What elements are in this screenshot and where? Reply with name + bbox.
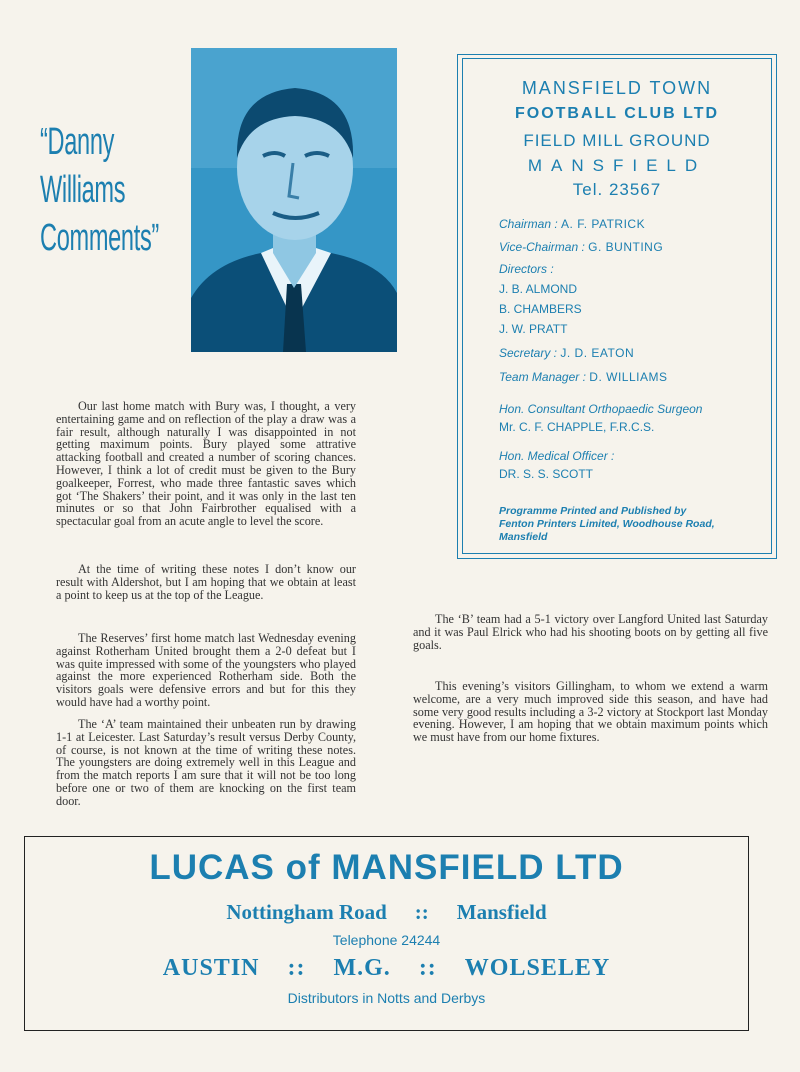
medical-officer-label: Hon. Medical Officer :	[499, 449, 615, 463]
ad-brands	[24, 955, 749, 982]
club-name: MANSFIELD TOWN	[521, 78, 713, 98]
surgeon-name: Mr. C. F. CHAPPLE, F.R.C.S.	[499, 420, 655, 434]
ad-address-town: Mansfield	[456, 900, 547, 924]
paragraph-text: At the time of writing these notes I don’t know our result with Aldershot, but I am hoping that we obtain at least a point to keep us at the top of the League.	[56, 562, 356, 602]
chairman-line	[499, 217, 645, 231]
paragraph-text: The ‘A’ team maintained their unbeaten run by drawing 1-1 at Leicester. Last Saturday’s result versus Derby County, of course, is not known at the time of writing these notes. The youngsters are doing extremely well in this League and from the match reports I am sure that it will not be too long before one or two of them are knocking on the first team door.	[56, 717, 356, 808]
heading-line: Comments”	[40, 217, 159, 259]
director-name: B. CHAMBERS	[499, 302, 582, 316]
article-paragraph	[56, 563, 356, 601]
role-label: Team Manager :	[499, 370, 586, 384]
role-label: Chairman :	[499, 217, 558, 231]
printer-line: Programme Printed and Published by	[499, 505, 687, 517]
manager-photo	[191, 48, 397, 352]
ad-address-street: Nottingham Road	[226, 900, 387, 924]
heading-line: “Danny	[40, 121, 115, 163]
brand-mg: M.G.	[333, 955, 391, 981]
paragraph-text: Our last home match with Bury was, I thought, a very entertaining game and on reflection of the play a draw was a fair result, although naturally I was disappointed in not getting maximum points. Bury played some attrative attacking football and created a number of scoring chances. However, I think a lot of credit must be given to the Bury goalkeeper, Forrest, who made three fantastic saves which got ‘The Shakers’ their point, and it was only in the last ten minutes or so that John Fairbrother equalised with a spectacular goal from an acute angle to level the score.	[56, 399, 356, 529]
vice-chairman-line	[499, 240, 663, 254]
paragraph-text: This evening’s visitors Gillingham, to whom we extend a warm welcome, are a very much improved side this season, and have had some very good results including a 3-2 victory at Stockport last Monday evening. However, I am hoping that we obtain maximum points which we must have from our home fixtures.	[413, 679, 768, 745]
surgeon-label: Hon. Consultant Orthopaedic Surgeon	[499, 402, 703, 416]
separator: ::	[414, 900, 429, 924]
article-paragraph	[413, 613, 768, 651]
paragraph-text: The Reserves’ first home match last Wednesday evening against Rotherham United brought them a 2-0 defeat but I was quite impressed with some of the youngsters who played against the more experienced Rotherham side. Both the visitors goals were defensive errors and but for this they would have had a worthy point.	[56, 631, 356, 709]
chairman-name: A. F. PATRICK	[561, 217, 646, 231]
secretary-name: J. D. EATON	[560, 346, 635, 360]
directors-label: Directors :	[499, 262, 554, 276]
ad-distributors: Distributors in Notts and Derbys	[287, 990, 486, 1006]
article-paragraph	[413, 680, 768, 744]
article-heading	[40, 118, 159, 262]
brand-austin: AUSTIN	[162, 955, 260, 981]
manager-line	[499, 370, 667, 384]
printer-line: Mansfield	[499, 531, 548, 543]
director-name: J. B. ALMOND	[499, 282, 578, 296]
paragraph-text: The ‘B’ team had a 5-1 victory over Langford United last Saturday and it was Paul Elrick who had his shooting boots on by getting all five goals.	[413, 612, 768, 652]
article-paragraph	[56, 400, 356, 528]
role-label: Secretary :	[499, 346, 558, 360]
club-ground: FIELD MILL GROUND	[523, 131, 711, 150]
printer-line: Fenton Printers Limited, Woodhouse Road,	[499, 518, 715, 530]
ad-telephone: Telephone 24244	[332, 932, 441, 948]
director-name: J. W. PRATT	[499, 322, 568, 336]
manager-name: D. WILLIAMS	[589, 370, 668, 384]
secretary-line	[499, 346, 634, 360]
article-paragraph	[56, 718, 356, 808]
medical-officer-name: DR. S. S. SCOTT	[499, 467, 594, 481]
club-name-suffix: FOOTBALL CLUB LTD	[514, 105, 720, 122]
vice-chairman-name: G. BUNTING	[588, 240, 664, 254]
portrait-image	[191, 48, 397, 352]
role-label: Vice-Chairman :	[499, 240, 585, 254]
separator: ::	[287, 955, 306, 981]
club-town: MANSFIELD	[527, 156, 707, 175]
separator: ::	[418, 955, 437, 981]
brand-wolseley: WOLSELEY	[464, 955, 611, 981]
heading-line: Williams	[40, 169, 126, 211]
ad-title: LUCAS of MANSFIELD LTD	[149, 848, 624, 887]
ad-address	[24, 900, 749, 925]
article-paragraph	[56, 632, 356, 709]
club-telephone: Tel. 23567	[572, 180, 662, 199]
